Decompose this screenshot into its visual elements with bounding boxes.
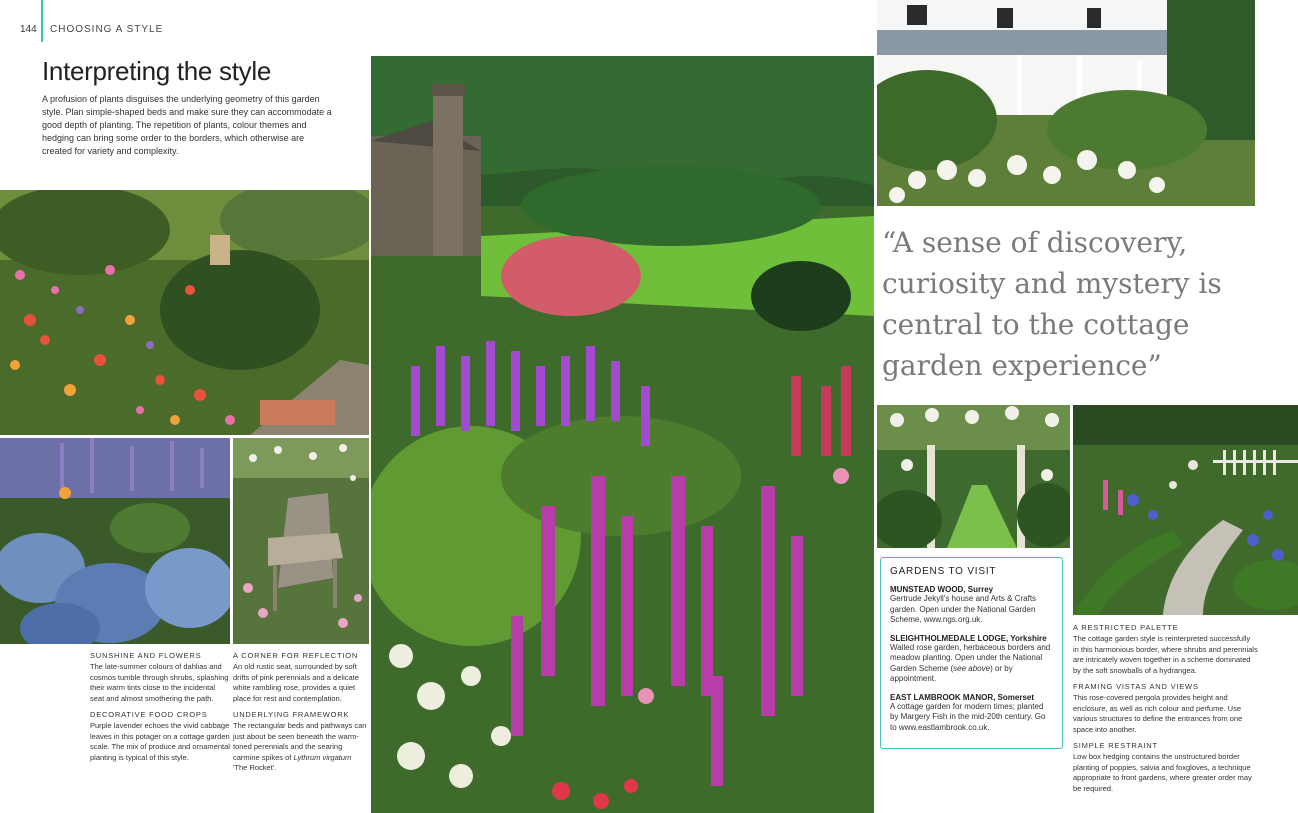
photo-sunshine-and-flowers bbox=[0, 190, 369, 435]
caption-heading: UNDERLYING FRAMEWORK bbox=[233, 710, 350, 719]
section-title: CHOOSING A STYLE bbox=[50, 24, 164, 35]
caption-column-middle bbox=[233, 651, 367, 780]
plant-name: Lythrum virgatum bbox=[293, 752, 352, 762]
photo-decorative-food-crops bbox=[0, 438, 230, 644]
caption-text: The late-summer colours of dahlias and cosmos tumble through shrubs, splashing their warm tints close to the incidental seat and almost smothering the path. bbox=[90, 662, 229, 703]
caption-heading: DECORATIVE FOOD CROPS bbox=[90, 710, 208, 719]
photo-framing-vistas bbox=[877, 405, 1070, 548]
garden-name: SLEIGHTHOLMEDALE LODGE, Yorkshire bbox=[890, 633, 1047, 643]
gardens-to-visit-box bbox=[880, 557, 1063, 749]
garden-description bbox=[890, 643, 1053, 685]
page-number: 144 bbox=[20, 24, 37, 35]
photo-underlying-framework bbox=[371, 56, 874, 813]
caption-text-part: 'The Rocket'. bbox=[233, 763, 277, 772]
caption-heading: SIMPLE RESTRAINT bbox=[1073, 741, 1158, 750]
caption-heading: A RESTRICTED PALETTE bbox=[1073, 623, 1179, 632]
caption-heading: FRAMING VISTAS AND VIEWS bbox=[1073, 682, 1199, 691]
garden-reference: see above bbox=[953, 663, 991, 673]
garden-name: EAST LAMBROOK MANOR, Somerset bbox=[890, 692, 1035, 702]
caption-text: An old rustic seat, surrounded by soft drifts of pink perennials and a delicate white rambling rose, provides a quiet place for rest and contemplation. bbox=[233, 662, 359, 703]
photo-corner-for-reflection bbox=[233, 438, 369, 644]
photo-restricted-palette bbox=[877, 0, 1255, 206]
caption-text bbox=[233, 721, 367, 774]
page-title: Interpreting the style bbox=[42, 56, 271, 86]
photo-simple-restraint bbox=[1073, 405, 1298, 615]
garden-name: MUNSTEAD WOOD, Surrey bbox=[890, 585, 994, 594]
garden-description: A cottage garden for modern times; planted by Margery Fish in the mid-20th century. Go to www.eastlambrook.co.uk. bbox=[890, 701, 1046, 732]
caption-text-part: The rectangular beds and pathways can just about be seen beneath the warm-toned perennials and the searing carmine spikes of bbox=[233, 721, 367, 762]
garden-description-part: ) or by appointment. bbox=[890, 663, 1013, 683]
caption-column-left bbox=[90, 651, 230, 769]
caption-text: Purple lavender echoes the vivid cabbage leaves in this potager on a cottage garden scale. The mix of produce and ornamental planting is typical of this style. bbox=[90, 721, 230, 762]
caption-column-right bbox=[1073, 623, 1258, 800]
caption-heading: A CORNER FOR REFLECTION bbox=[233, 651, 359, 660]
pull-quote: “A sense of discovery, curiosity and mystery is central to the cottage garden experience” bbox=[882, 226, 1222, 382]
caption-heading: SUNSHINE AND FLOWERS bbox=[90, 651, 202, 660]
header-rule bbox=[41, 0, 43, 42]
garden-description-part: Walled rose garden, herbaceous borders and meadow planting. Open under the National Garden Scheme ( bbox=[890, 642, 1051, 673]
intro-paragraph: A profusion of plants disguises the underlying geometry of this garden style. Plan simple-shaped beds and make sure they can accommodate a good depth of planting. The repetition of plants, colour themes and hedging can bring some order to the borders, which otherwise are created for variety and complexity. bbox=[42, 94, 332, 156]
caption-text: Low box hedging contains the unstructured border planting of poppies, salvia and foxgloves, a technique appropriate to front gardens, where greater order may be required. bbox=[1073, 752, 1252, 793]
gardens-box-title: GARDENS TO VISIT bbox=[890, 566, 997, 577]
caption-text: This rose-covered pergola provides height and enclosure, as well as rich colour and perfume. Use various structures to define the entrances from one space into another. bbox=[1073, 693, 1243, 734]
garden-description: Gertrude Jekyll's house and Arts & Crafts garden. Open under the National Garden Scheme, www.ngs.org.uk. bbox=[890, 594, 1037, 624]
caption-text: The cottage garden style is reinterpreted successfully in this harmonious border, where shrubs and perennials are intricately woven together in a scheme dominated by the soft snowballs of a hydrangea. bbox=[1073, 634, 1258, 675]
